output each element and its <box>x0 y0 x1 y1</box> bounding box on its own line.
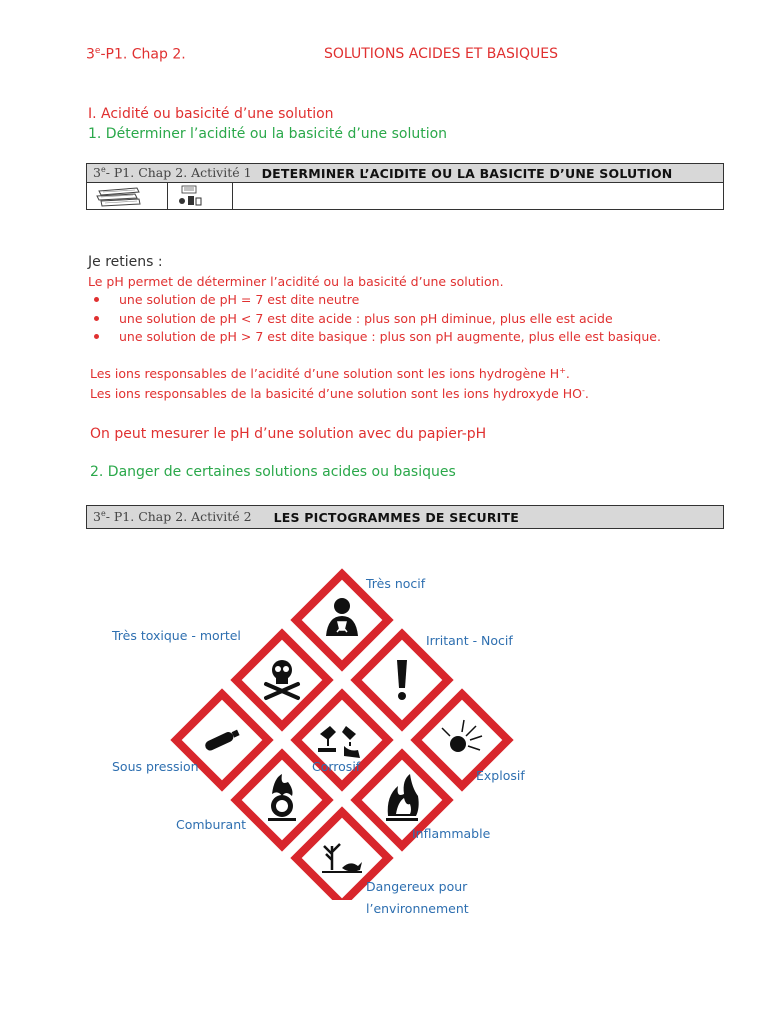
pictogram-label: Très toxique - mortel <box>112 628 241 643</box>
books-icon <box>87 183 168 209</box>
pictogram-label: l’environnement <box>366 901 469 916</box>
ions-base-text: Les ions responsables de la basicité d’une solution sont les ions hydroxyde HO-. <box>90 386 589 402</box>
measure-text: On peut mesurer le pH d’une solution avec du papier-pH <box>90 426 487 442</box>
subsection-heading: 2. Danger de certaines solutions acides ou basiques <box>90 464 456 480</box>
pictogram-label: Explosif <box>476 768 525 783</box>
retiens-heading: Je retiens : <box>88 254 163 270</box>
activity-2-header <box>87 506 723 528</box>
bullet-item: une solution de pH < 7 est dite acide : plus son pH diminue, plus elle est acide <box>86 311 613 326</box>
pictograms-cluster <box>150 560 570 900</box>
skull-crossbones-icon <box>236 634 328 726</box>
subsection-heading: 1. Déterminer l’acidité ou la basicité d’une solution <box>88 126 448 142</box>
pictogram-label: Irritant - Nocif <box>426 633 513 648</box>
activity-1-label: 3e- P1. Chap 2. Activité 1 <box>93 165 252 181</box>
activity-1-header <box>87 164 723 183</box>
bullet-item: une solution de pH > 7 est dite basique : plus son pH augmente, plus elle est basique. <box>86 329 661 344</box>
experiment-icon <box>168 183 233 209</box>
pictogram-label: Sous pression <box>112 759 199 774</box>
pictogram-label: Corrosif <box>312 759 361 774</box>
bullet-item: une solution de pH = 7 est dite neutre <box>86 292 359 307</box>
pictogram-label: Inflammable <box>412 826 491 841</box>
activity-2-title: LES PICTOGRAMMES DE SECURITE <box>273 509 519 525</box>
pictogram-label: Dangereux pour <box>366 879 468 894</box>
activity-2-label: 3e- P1. Chap 2. Activité 2 <box>93 509 252 525</box>
pictogram-label: Très nocif <box>366 576 426 591</box>
ions-acid-text: Les ions responsables de l’acidité d’une solution sont les ions hydrogène H+. <box>90 366 570 382</box>
retiens-intro: Le pH permet de déterminer l’acidité ou la basicité d’une solution. <box>88 274 504 289</box>
course-reference: 3e-P1. Chap 2. <box>86 46 186 63</box>
activity-1-box <box>86 163 724 210</box>
pictogram-label: Comburant <box>176 817 247 832</box>
section-heading: I. Acidité ou basicité d’une solution <box>88 106 334 122</box>
page-title: SOLUTIONS ACIDES ET BASIQUES <box>324 46 559 62</box>
activity-1-title: DETERMINER L’ACIDITE OU LA BASICITE D’UNE SOLUTION <box>261 165 673 181</box>
activity-2-box <box>86 505 724 529</box>
